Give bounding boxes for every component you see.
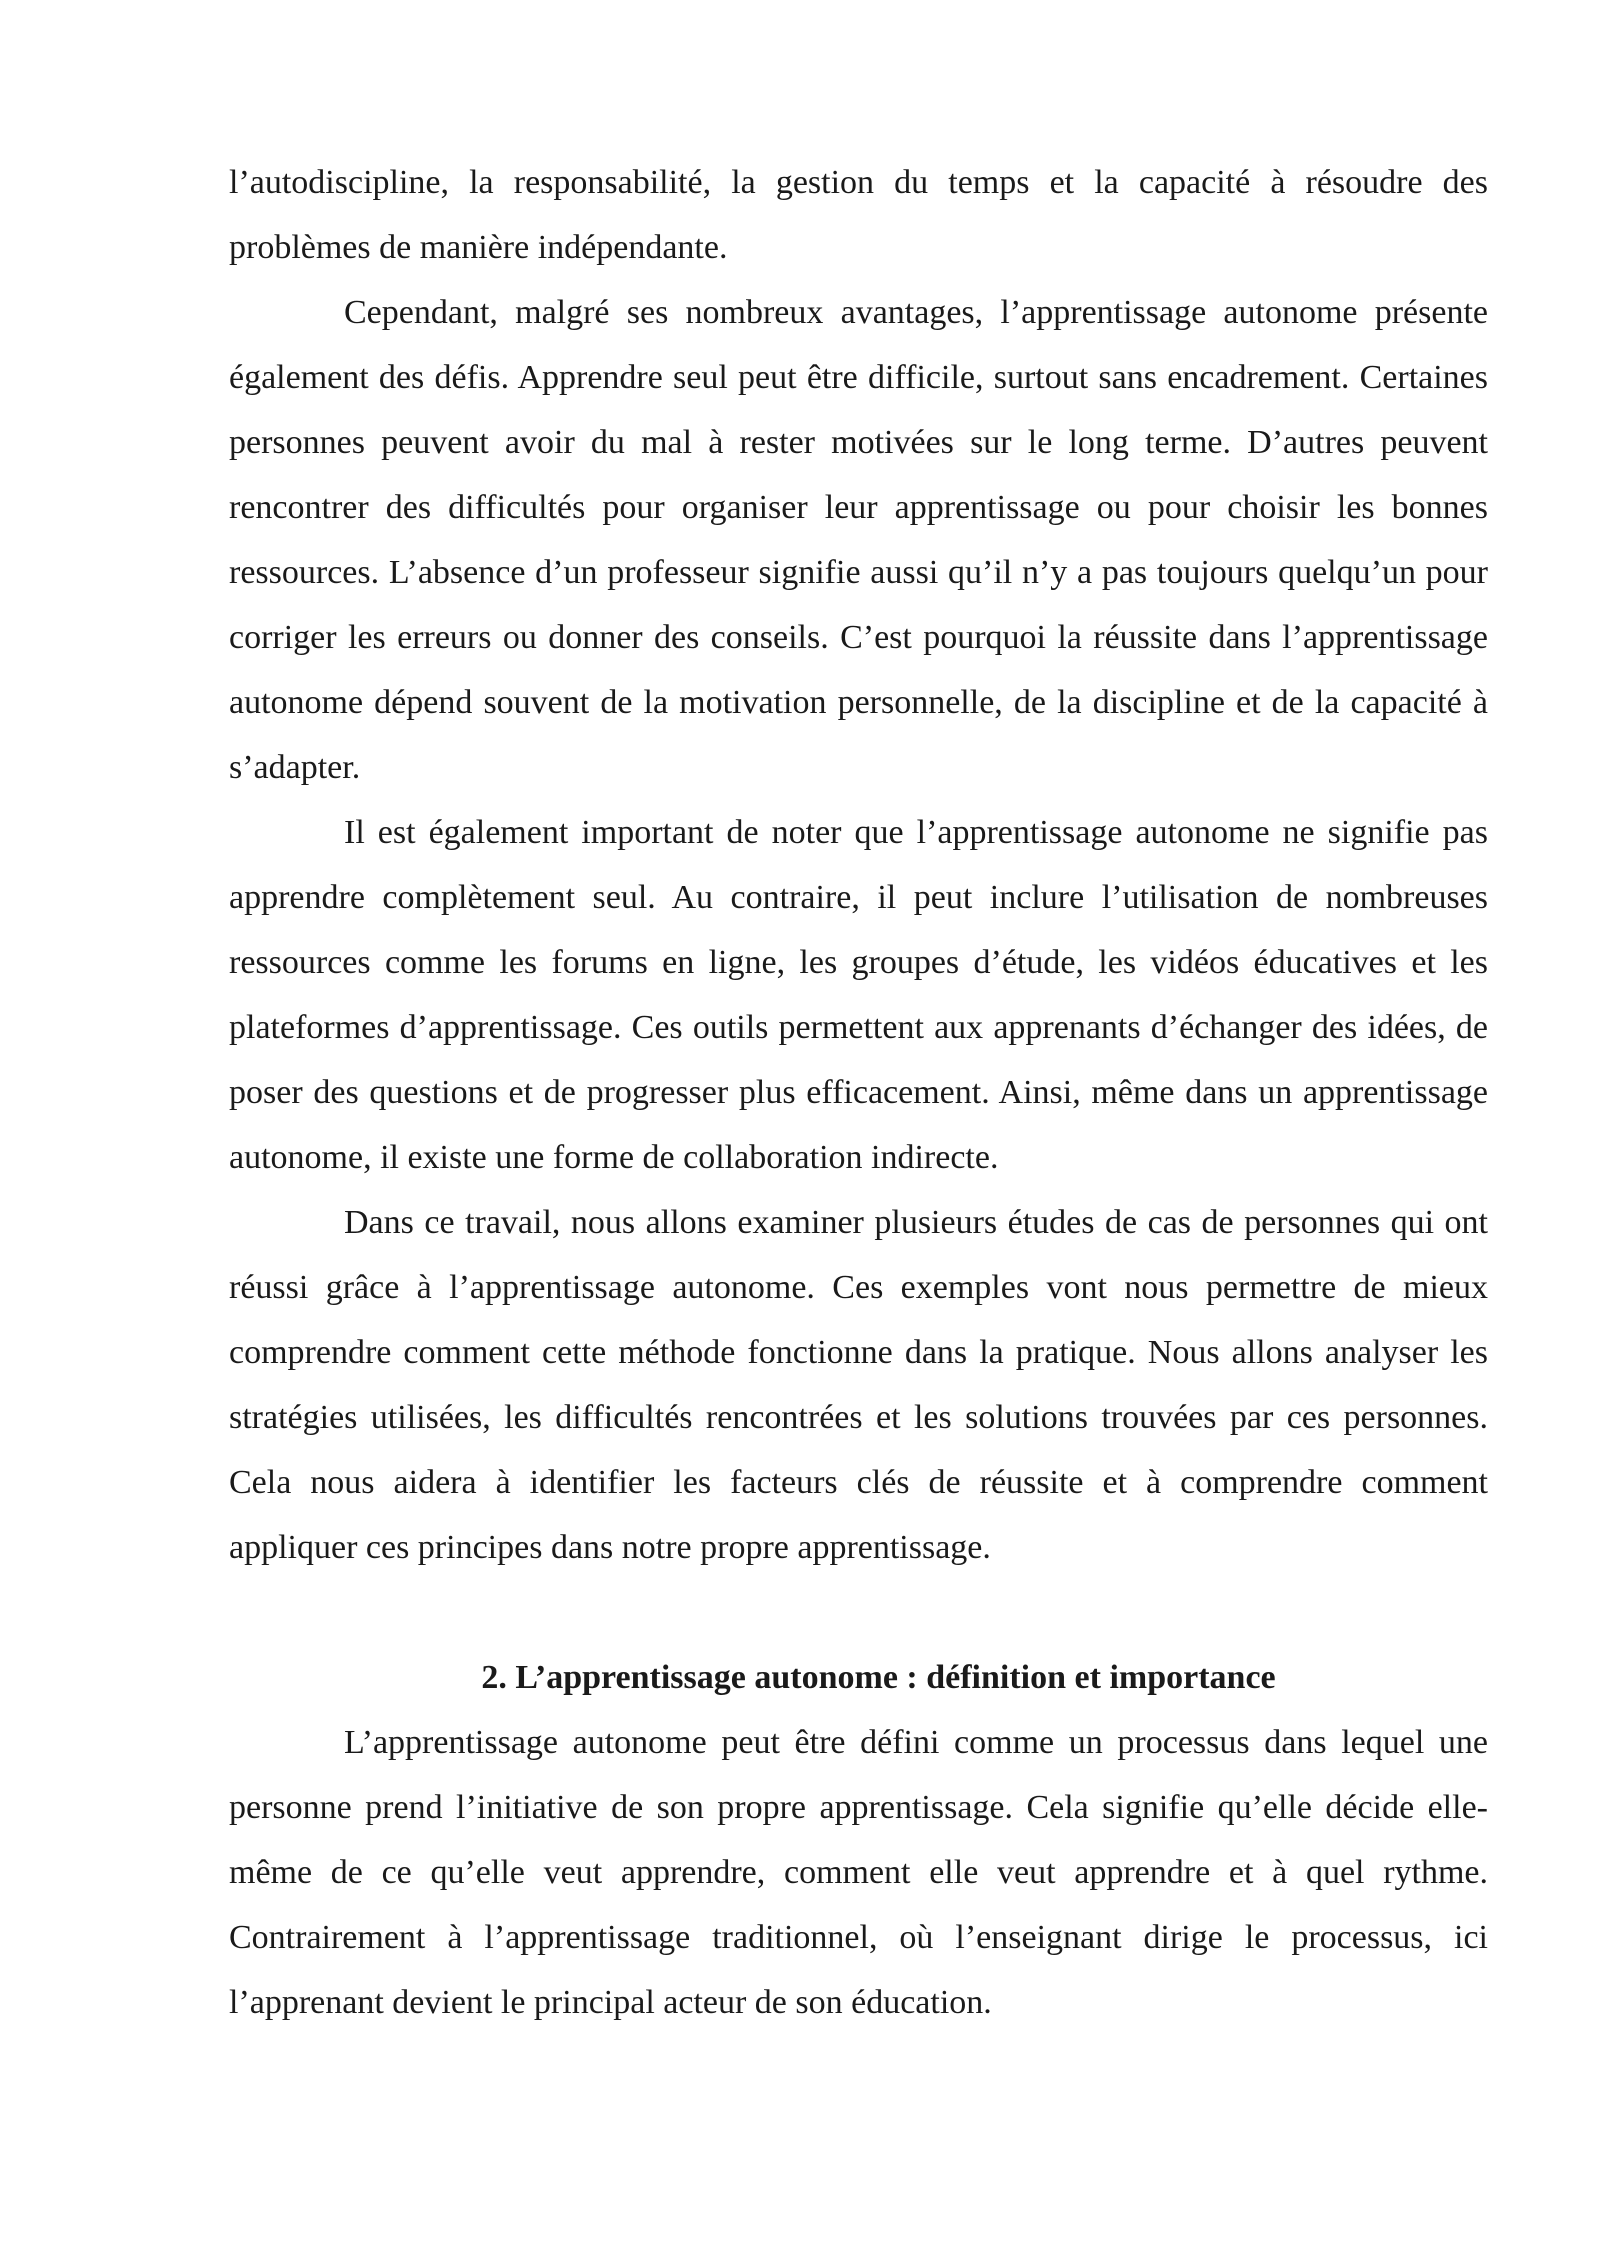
section-heading: 2. L’apprentissage autonome : définition et importance [481,1659,1276,1696]
paragraph-case-studies: Dans ce travail, nous allons examiner plusieurs études de cas de personnes qui ont réussi grâce à l’apprentissage autonome. Ces exemples vont nous permettre de mieux comprendre comment cette méthode fonctionne dans la pratique. Nous allons analyser les stratégies utilisées, les difficultés rencontrées et les solutions trouvées par ces personnes. Cela nous aidera à identifier les facteurs clés de réussite et à comprendre comment appliquer ces principes dans notre propre apprentissage. [229,1204,1488,1566]
paragraph-continuation: l’autodiscipline, la responsabilité, la gestion du temps et la capacité à résoudre des problèmes de manière indépendante. [229,164,1488,266]
paragraph-resources: Il est également important de noter que l’apprentissage autonome ne signifie pas apprendre complètement seul. Au contraire, il peut inclure l’utilisation de nombreuses ressources comme les forums en ligne, les groupes d’étude, les vidéos éducatives et les plateformes d’apprentissage. Ces outils permettent aux apprenants d’échanger des idées, de poser des questions et de progresser plus efficacement. Ainsi, même dans un apprentissage autonome, il existe une forme de collaboration indirecte. [229,814,1488,1176]
paragraph-challenges: Cependant, malgré ses nombreux avantages, l’apprentissage autonome présente également des défis. Apprendre seul peut être difficile, surtout sans encadrement. Certaines personnes peuvent avoir du mal à rester motivées sur le long terme. D’autres peuvent rencontrer des difficultés pour organiser leur apprentissage ou pour choisir les bonnes ressources. L’absence d’un professeur signifie aussi qu’il n’y a pas toujours quelqu’un pour corriger les erreurs ou donner des conseils. C’est pourquoi la réussite dans l’apprentissage autonome dépend souvent de la motivation personnelle, de la discipline et de la capacité à s’adapter. [229,294,1488,786]
paragraph-definition: L’apprentissage autonome peut être défini comme un processus dans lequel une personne prend l’initiative de son propre apprentissage. Cela signifie qu’elle décide elle-même de ce qu’elle veut apprendre, comment elle veut apprendre et à quel rythme. Contrairement à l’apprentissage traditionnel, où l’enseignant dirige le processus, ici l’apprenant devient le principal acteur de son éducation. [229,1724,1488,2021]
document-page [229,150,1488,2035]
